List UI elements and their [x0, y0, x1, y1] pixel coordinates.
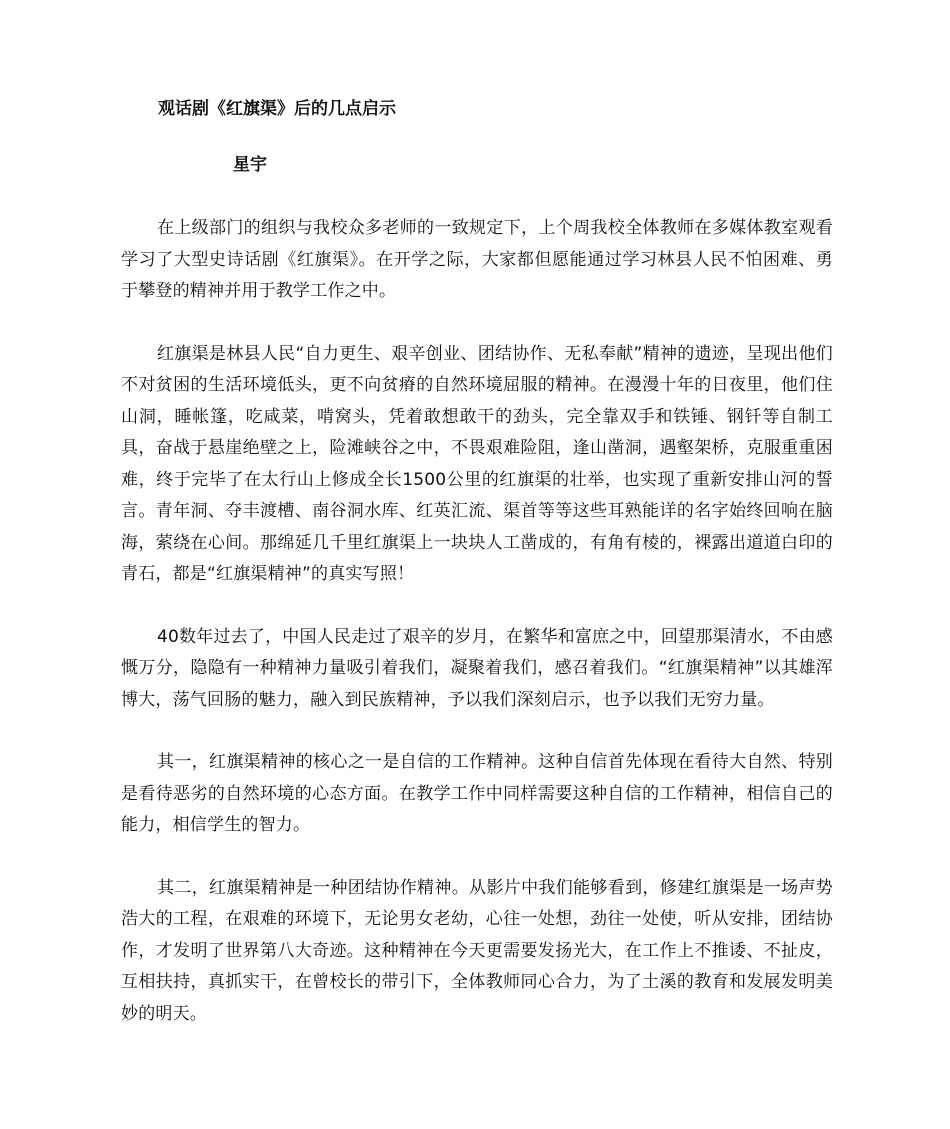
document-author: 星宇: [233, 155, 267, 175]
paragraph-second-point: 其二，红旗渠精神是一种团结协作精神。从影片中我们能够看到，修建红旗渠是一场声势浩大的工程，在艰难的环境下，无论男女老幼，心往一处想，劲往一处使，听从安排，团结协作，才发明了世界第八大奇迹。这种精神在今天更需要发扬光大，在工作上不推诿、不扯皮，互相扶持，真抓实干，在曾校长的带引下，全体教师同心合力，为了土溪的教育和发展发明美妙的明天。: [121, 877, 833, 1024]
document-title: 观话剧《红旗渠》后的几点启示: [158, 99, 396, 119]
paragraph-forty-years: 40数年过去了，中国人民走过了艰辛的岁月，在繁华和富庶之中，回望那渠清水，不由感慨万分，隐隐有一种精神力量吸引着我们，凝聚着我们，感召着我们。“红旗渠精神”以其雄浑博大，荡气回肠的魅力，融入到民族精神，予以我们深刻启示，也予以我们无穷力量。: [121, 626, 833, 710]
document-body: [121, 96, 833, 1030]
paragraph-spirit: 红旗渠是林县人民“自力更生、艰辛创业、团结协作、无私奉献”精神的遗迹，呈现出他们不对贫困的生活环境低头，更不向贫瘠的自然环境屈服的精神。在漫漫十年的日夜里，他们住山洞，睡帐篷，吃咸菜，啃窝头，凭着敢想敢干的劲头，完全靠双手和铁锤、钢钎等自制工具，奋战于悬崖绝壁之上，险滩峡谷之中，不畏艰难险阻，逢山凿洞，遇壑架桥，克服重重困难，终于完毕了在太行山上修成全长1500公里的红旗渠的壮举，也实现了重新安排山河的誓言。青年洞、夺丰渡槽、南谷洞水库、红英汇流、渠首等等这些耳熟能详的名字始终回响在脑海，萦绕在心间。那绵延几千里红旗渠上一块块人工凿成的，有角有棱的，裸露出道道白印的青石，都是“红旗渠精神”的真实写照！: [121, 343, 833, 584]
paragraph-first-point: 其一，红旗渠精神的核心之一是自信的工作精神。这种自信首先体现在看待大自然、特别是看待恶劣的自然环境的心态方面。在教学工作中同样需要这种自信的工作精神，相信自己的能力，相信学生的智力。: [121, 752, 833, 835]
paragraph-intro: 在上级部门的组织与我校众多老师的一致规定下，上个周我校全体教师在多媒体教室观看学习了大型史诗话剧《红旗渠》。在开学之际，大家都但愿能通过学习林县人民不怕困难、勇于攀登的精神并用于教学工作之中。: [121, 218, 833, 301]
